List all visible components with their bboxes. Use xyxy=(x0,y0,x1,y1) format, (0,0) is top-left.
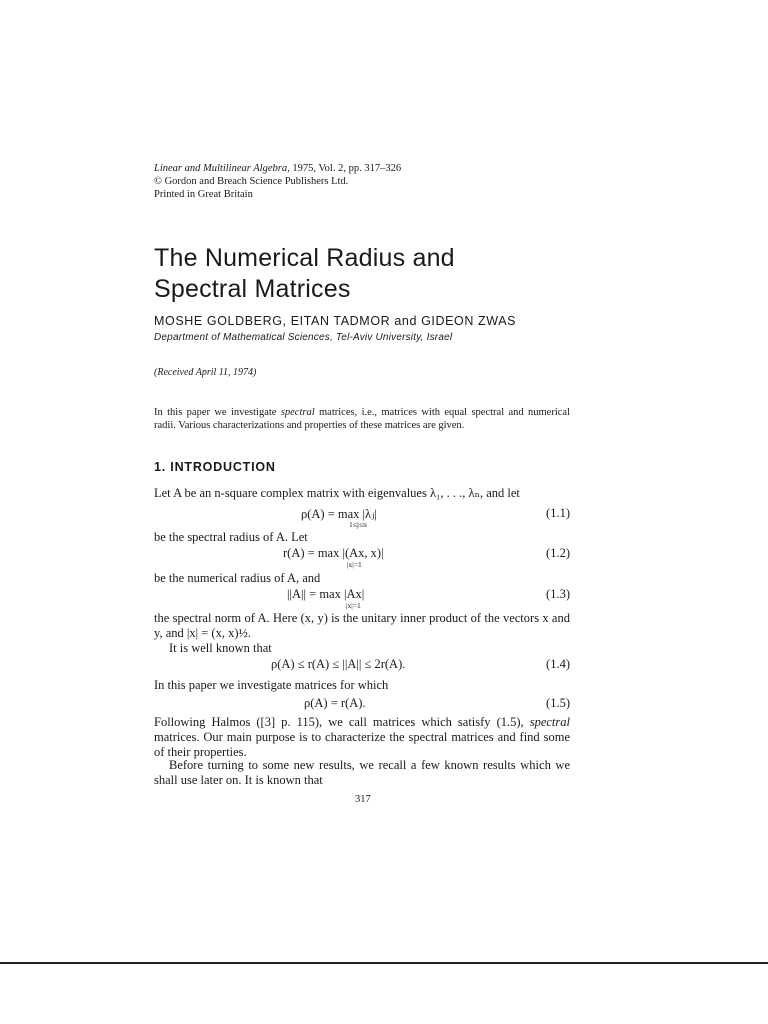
body-paragraph-8: Before turning to some new results, we recall a few known results which we shall use later on. It is known that xyxy=(154,758,570,787)
equation-5-number: (1.5) xyxy=(546,696,570,710)
equation-3-subscript: |x|=1 xyxy=(346,601,361,610)
received-date: (Received April 11, 1974) xyxy=(154,367,257,378)
equation-2-subscript: |x|=1 xyxy=(347,560,362,569)
equation-5: ρ(A) = r(A). xyxy=(304,696,366,710)
body-paragraph-4: the spectral norm of A. Here (x, y) is the unitary inner product of the vectors x and y, and |x| = (x, x)½. xyxy=(154,611,570,640)
journal-name: Linear and Multilinear Algebra, xyxy=(154,163,290,174)
equation-4: ρ(A) ≤ r(A) ≤ ||A|| ≤ 2r(A). xyxy=(271,657,406,671)
title-line-2: Spectral Matrices xyxy=(154,275,351,303)
abstract-text-pre: In this paper we investigate xyxy=(154,407,281,418)
title-line-1: The Numerical Radius and xyxy=(154,244,455,272)
authors: MOSHE GOLDBERG, EITAN TADMOR and GIDEON ZWAS xyxy=(154,314,517,328)
equation-1-number: (1.1) xyxy=(546,506,570,520)
section-heading: 1. INTRODUCTION xyxy=(154,460,276,474)
equation-2: r(A) = max |(Ax, x)| xyxy=(283,546,384,560)
equation-3-number: (1.3) xyxy=(546,587,570,601)
journal-printed: Printed in Great Britain xyxy=(154,189,253,200)
body-paragraph-3: be the numerical radius of A, and xyxy=(154,571,321,585)
equation-1: ρ(A) = max |λⱼ| xyxy=(301,507,377,521)
body-paragraph-5: It is well known that xyxy=(169,641,272,655)
journal-citation xyxy=(154,162,401,175)
equation-2-number: (1.2) xyxy=(546,546,570,560)
paragraph-7-post: matrices. Our main purpose is to characterize the spectral matrices and find some of their properties. xyxy=(154,730,570,759)
equation-4-number: (1.4) xyxy=(546,657,570,671)
journal-copyright: © Gordon and Breach Science Publishers Ltd. xyxy=(154,176,349,187)
body-paragraph-1: Let A be an n-square complex matrix with eigenvalues λ₁, . . ., λₙ, and let xyxy=(154,486,520,500)
abstract xyxy=(154,407,570,432)
bottom-rule xyxy=(0,962,768,964)
abstract-text-post: matrices, i.e., matrices with equal spectral and numerical radii. Various characterizations and properties of these matrices are given. xyxy=(154,407,570,431)
affiliation: Department of Mathematical Sciences, Tel-Aviv University, Israel xyxy=(154,332,453,343)
equation-3: ||A|| = max |Ax| xyxy=(287,587,365,601)
paragraph-7-pre: Following Halmos ([3] p. 115), we call matrices which satisfy (1.5), xyxy=(154,715,530,729)
body-paragraph-2: be the spectral radius of A. Let xyxy=(154,530,308,544)
paragraph-7-emphasis: spectral xyxy=(529,715,570,729)
journal-volume-info: 1975, Vol. 2, pp. 317–326 xyxy=(289,163,402,174)
abstract-emphasis: spectral xyxy=(280,407,315,418)
body-paragraph-6: In this paper we investigate matrices for which xyxy=(154,678,389,692)
paper-title xyxy=(154,243,455,305)
page-number: 317 xyxy=(355,794,371,805)
body-paragraph-7 xyxy=(154,715,570,760)
equation-1-subscript: 1≤j≤n xyxy=(349,520,367,529)
journal-header xyxy=(154,162,401,201)
